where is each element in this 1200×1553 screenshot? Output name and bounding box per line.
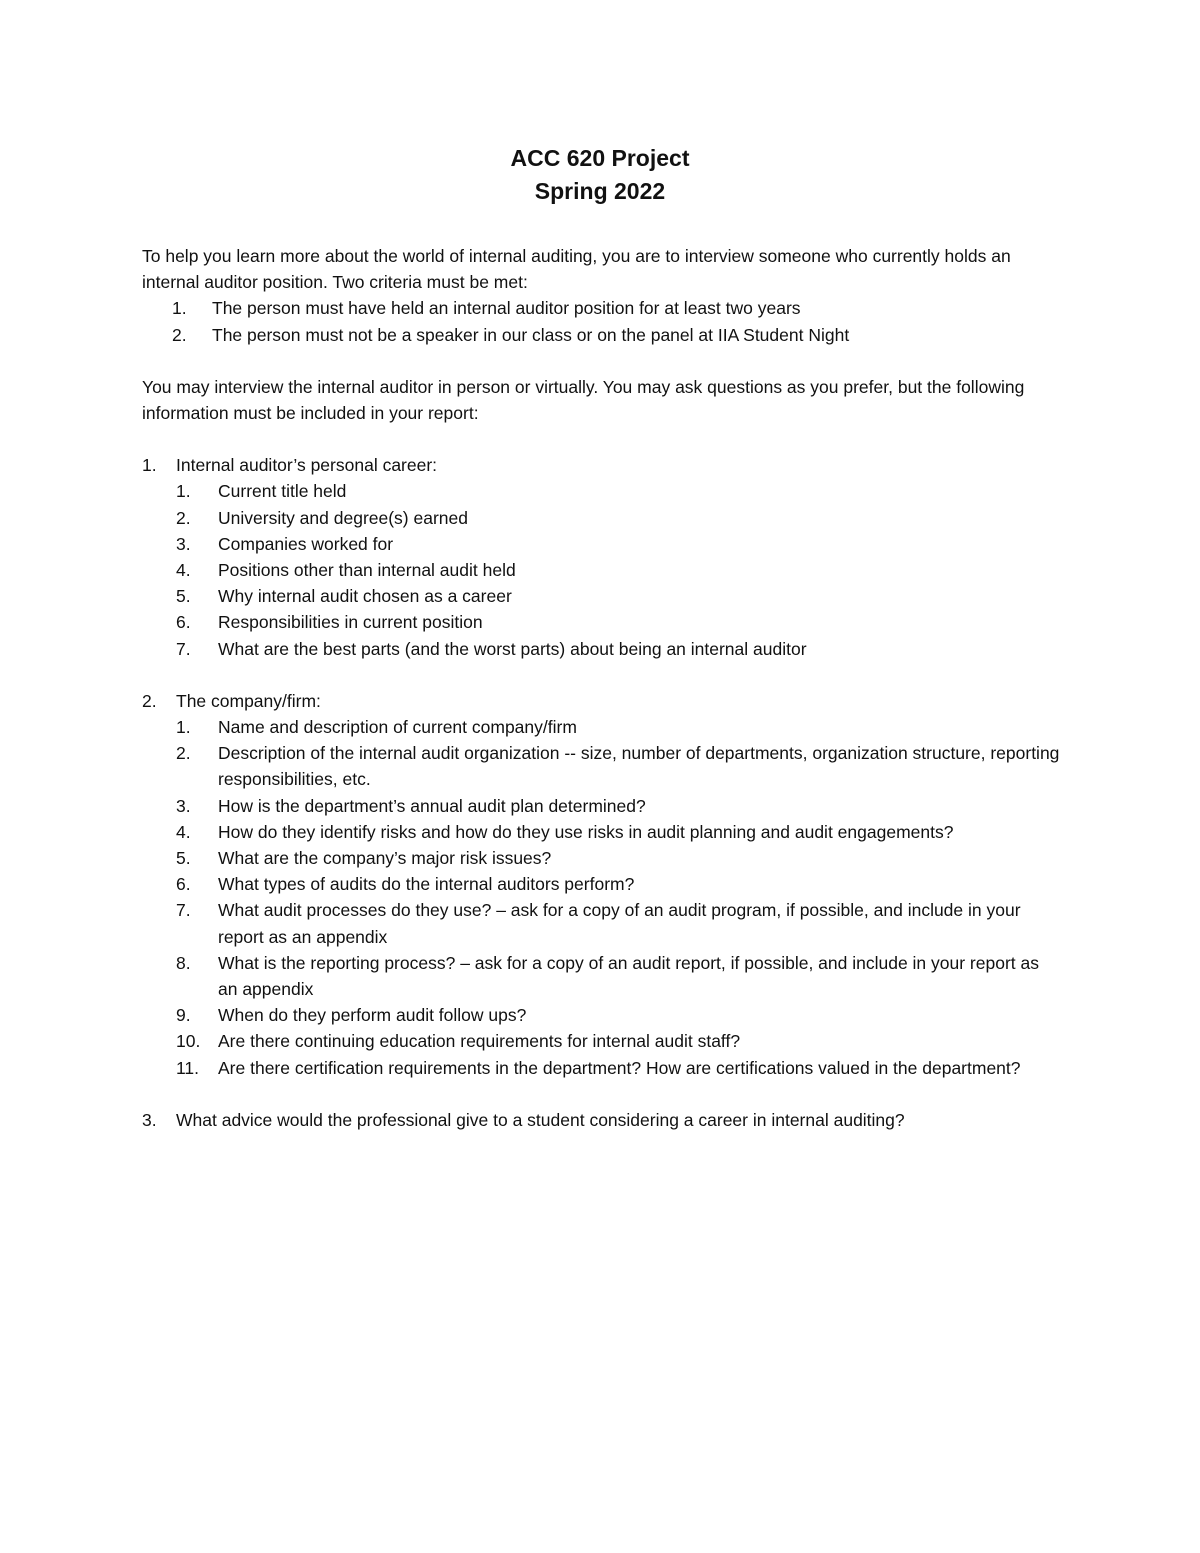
- list-number: 7.: [176, 900, 191, 921]
- list-number: 2.: [142, 690, 157, 711]
- list-number: 10.: [176, 1031, 201, 1052]
- list-text: What are the company’s major risk issues?: [218, 848, 552, 869]
- spacer: [142, 426, 1062, 452]
- list-item: [142, 819, 1062, 845]
- list-text: Are there continuing education requirements for internal audit staff?: [218, 1031, 741, 1052]
- section-heading: [142, 688, 1062, 714]
- list-number: 5.: [176, 848, 191, 869]
- criteria-item: [142, 295, 1062, 321]
- list-text: Current title held: [218, 481, 347, 502]
- list-number: 3.: [176, 533, 191, 554]
- list-item: [142, 531, 1062, 557]
- list-text: What types of audits do the internal auditors perform?: [218, 874, 635, 895]
- list-item: [142, 793, 1062, 819]
- list-number: 6.: [176, 612, 191, 633]
- list-number: 5.: [176, 586, 191, 607]
- section-heading-text: What advice would the professional give to a student considering a career in internal auditing?: [176, 1109, 905, 1130]
- list-text: Why internal audit chosen as a career: [218, 586, 512, 607]
- list-number: 6.: [176, 874, 191, 895]
- list-number: 1.: [176, 481, 191, 502]
- list-item: [142, 1028, 1062, 1054]
- list-text: Responsibilities in current position: [218, 612, 483, 633]
- list-item: [142, 1055, 1062, 1081]
- instructions-paragraph: You may interview the internal auditor in person or virtually. You may ask questions as you prefer, but the following information must be included in your report:: [142, 376, 1025, 424]
- list-number: 9.: [176, 1005, 191, 1026]
- list-item: [142, 1002, 1062, 1028]
- list-item: [142, 505, 1062, 531]
- list-text: Name and description of current company/firm: [218, 717, 577, 738]
- list-text: Companies worked for: [218, 533, 394, 554]
- list-item: [142, 871, 1062, 897]
- list-item: [142, 714, 1062, 740]
- list-text: University and degree(s) earned: [218, 507, 468, 528]
- list-number: 2.: [176, 507, 191, 528]
- list-text: Positions other than internal audit held: [218, 560, 516, 581]
- document-subtitle: Spring 2022: [534, 178, 666, 204]
- list-item: [142, 478, 1062, 504]
- list-number: 2.: [176, 743, 191, 764]
- list-item: [142, 557, 1062, 583]
- list-number: 1.: [172, 298, 187, 319]
- list-number: 11.: [176, 1057, 200, 1078]
- spacer: [142, 662, 1062, 688]
- list-number: 1.: [176, 717, 191, 738]
- list-number: 4.: [176, 821, 191, 842]
- list-number: 8.: [176, 952, 191, 973]
- document-title: ACC 620 Project: [510, 145, 690, 171]
- section-heading-text: Internal auditor’s personal career:: [176, 455, 438, 476]
- list-text: Description of the internal audit organization -- size, number of departments, organization structure, reporting responsibilities, etc.: [218, 743, 1060, 790]
- section-heading: [142, 452, 1062, 478]
- section-heading: [142, 1107, 1062, 1133]
- list-number: 4.: [176, 560, 191, 581]
- document-body: [142, 243, 1062, 1133]
- list-text: What are the best parts (and the worst parts) about being an internal auditor: [218, 638, 807, 659]
- list-number: 7.: [176, 638, 191, 659]
- list-number: 2.: [172, 324, 187, 345]
- spacer: [142, 348, 1062, 374]
- list-text: Are there certification requirements in the department? How are certifications valued in the department?: [218, 1057, 1021, 1078]
- list-item: [142, 950, 1062, 1002]
- list-item: [142, 636, 1062, 662]
- list-item: [142, 740, 1062, 792]
- list-text: How do they identify risks and how do they use risks in audit planning and audit engagements?: [218, 821, 954, 842]
- list-text: The person must have held an internal auditor position for at least two years: [212, 298, 801, 319]
- list-item: [142, 897, 1062, 949]
- list-number: 1.: [142, 455, 157, 476]
- section-heading-text: The company/firm:: [176, 690, 321, 711]
- list-text: When do they perform audit follow ups?: [218, 1005, 527, 1026]
- intro-paragraph: To help you learn more about the world of internal auditing, you are to interview someone who currently holds an internal auditor position. Two criteria must be met:: [142, 246, 1011, 293]
- list-number: 3.: [176, 795, 191, 816]
- list-text: What is the reporting process? – ask for a copy of an audit report, if possible, and include in your report as an appendix: [218, 952, 1039, 1000]
- list-item: [142, 845, 1062, 871]
- list-item: [142, 609, 1062, 635]
- list-text: What audit processes do they use? – ask for a copy of an audit program, if possible, and include in your report as an appendix: [218, 900, 1021, 947]
- list-text: The person must not be a speaker in our class or on the panel at IIA Student Night: [212, 324, 850, 345]
- criteria-item: [142, 322, 1062, 348]
- list-item: [142, 583, 1062, 609]
- spacer: [142, 1081, 1062, 1107]
- list-text: How is the department’s annual audit plan determined?: [218, 795, 646, 816]
- list-number: 3.: [142, 1109, 157, 1130]
- title-block: [0, 142, 1200, 208]
